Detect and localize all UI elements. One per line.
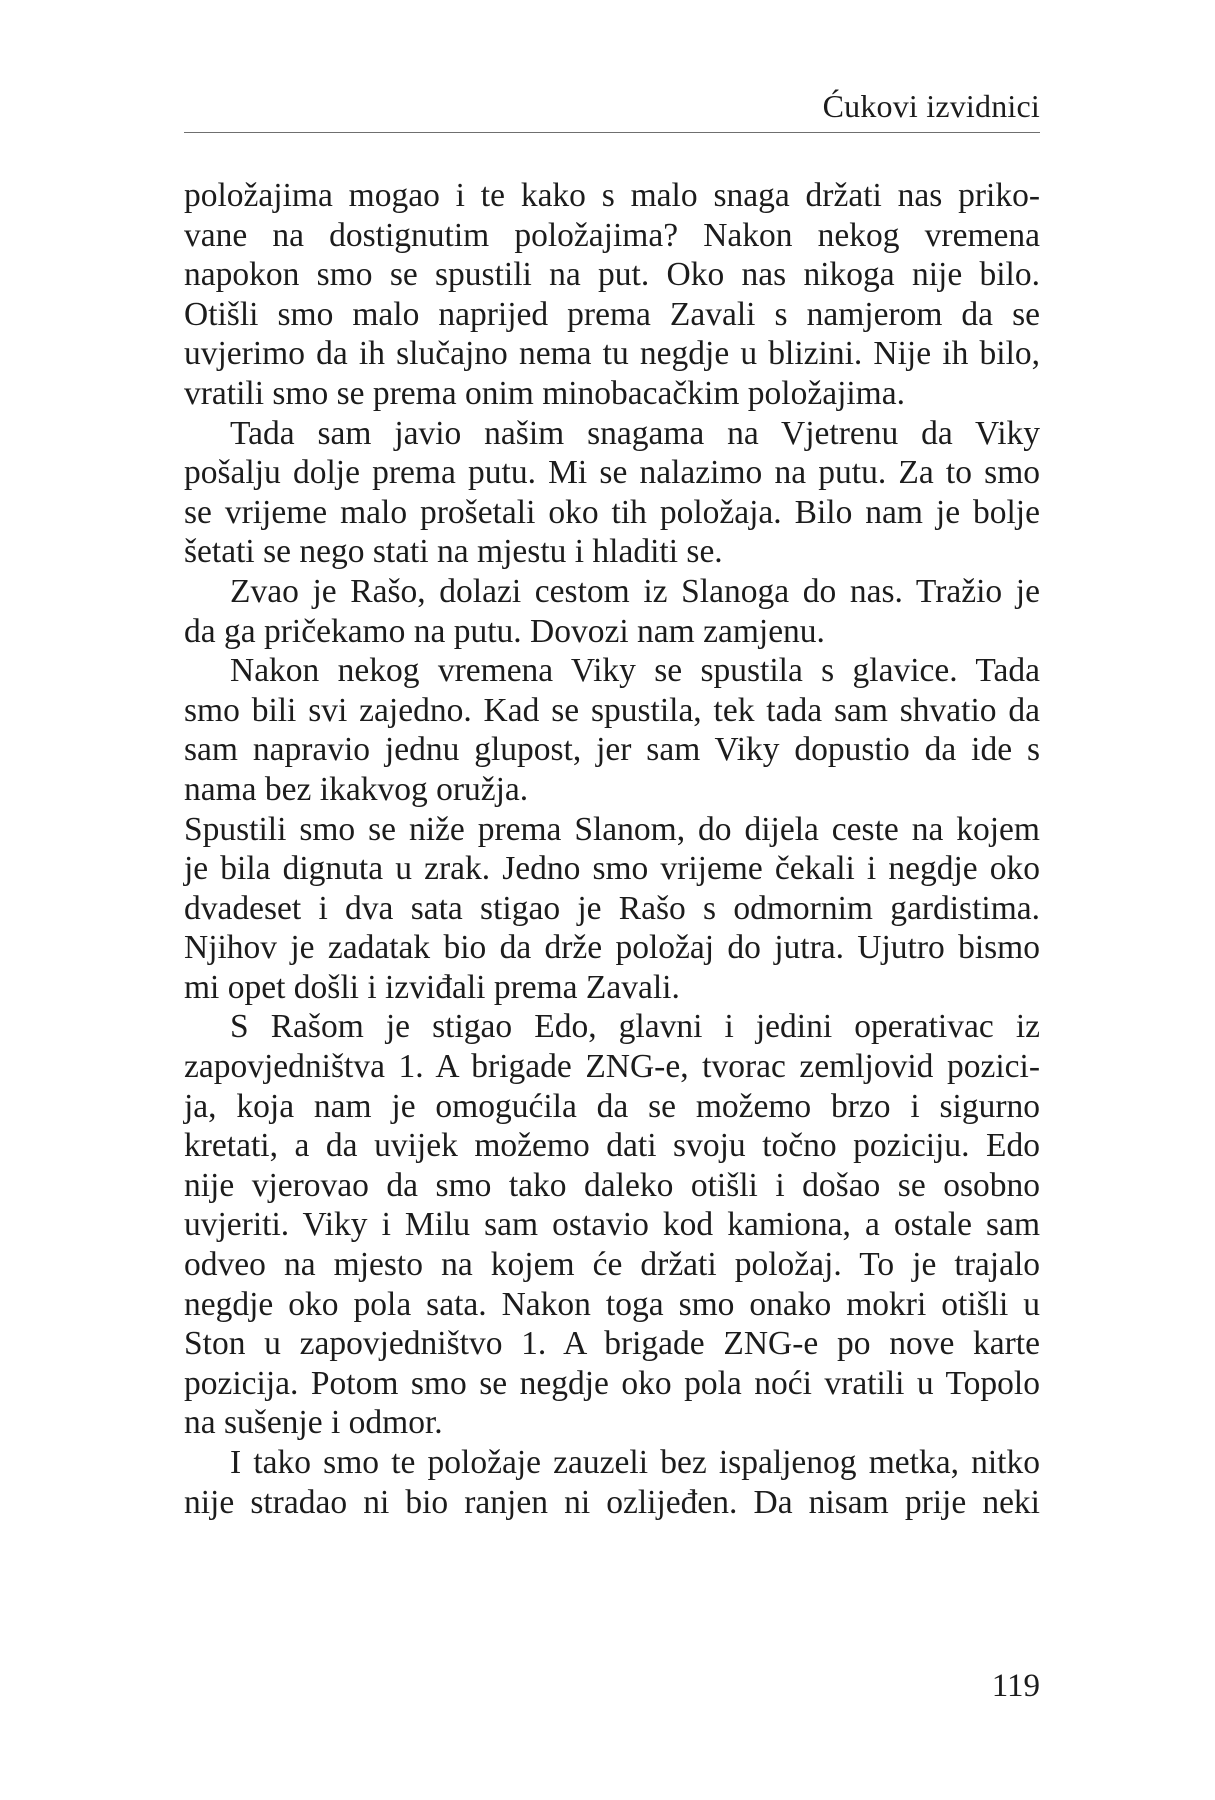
text-line: vratili smo se prema onim minobacačkim položajima. xyxy=(184,374,905,412)
text-line: I tako smo te položaje zauzeli bez ispaljenog metka, nitko xyxy=(230,1444,1040,1481)
text-line: nije stradao ni bio ranjen ni ozlijeđen. Da nisam prije neki xyxy=(184,1483,1040,1521)
text-line: na sušenje i odmor. xyxy=(184,1404,443,1442)
text-line: kretati, a da uvijek možemo dati svoju točno poziciju. Edo xyxy=(184,1127,1040,1165)
text-line: sam napravio jednu glupost, jer sam Viky dopustio da ide s xyxy=(184,731,1040,769)
text-line: mi opet došli i izviđali prema Zavali. xyxy=(184,968,680,1006)
text-line: uvjeriti. Viky i Milu sam ostavio kod kamiona, a ostale sam xyxy=(184,1206,1040,1244)
text-line: vane na dostignutim položajima? Nakon nekog vremena xyxy=(184,216,1040,254)
text-line: nije vjerovao da smo tako daleko otišli i došao se osobno xyxy=(184,1166,1040,1204)
text-line: Spustili smo se niže prema Slanom, do dijela ceste na kojem xyxy=(184,810,1040,848)
text-line: nama bez ikakvog oružja. xyxy=(184,770,529,808)
text-line: S Rašom je stigao Edo, glavni i jedini operativac iz xyxy=(230,1008,1040,1046)
text-line: Zvao je Rašo, dolazi cestom iz Slanoga do nas. Tražio je xyxy=(230,572,1040,610)
text-line: negdje oko pola sata. Nakon toga smo onako mokri otišli u xyxy=(184,1285,1040,1323)
text-line: napokon smo se spustili na put. Oko nas nikoga nije bilo. xyxy=(184,256,1040,294)
text-line: se vrijeme malo prošetali oko tih položaja. Bilo nam je bolje xyxy=(184,493,1040,531)
running-header xyxy=(184,84,1040,133)
running-title: Ćukovi izvidnici xyxy=(822,88,1040,124)
body-text xyxy=(184,176,1040,1522)
text-line: položajima mogao i te kako s malo snaga držati nas priko- xyxy=(184,177,1040,214)
text-line: Otišli smo malo naprijed prema Zavali s namjerom da se xyxy=(184,295,1040,333)
text-line: uvjerimo da ih slučajno nema tu negdje u blizini. Nije ih bilo, xyxy=(184,335,1040,373)
text-line: šetati se nego stati na mjestu i hladiti se. xyxy=(184,533,723,571)
text-line: zapovjedništva 1. A brigade ZNG-e, tvorac zemljovid pozici- xyxy=(184,1048,1040,1086)
text-line: pošalju dolje prema putu. Mi se nalazimo na putu. Za to smo xyxy=(184,454,1040,492)
text-line: Tada sam javio našim snagama na Vjetrenu da Viky xyxy=(230,414,1040,452)
text-line: odveo na mjesto na kojem će držati položaj. To je trajalo xyxy=(184,1246,1040,1284)
text-line: Ston u zapovjedništvo 1. A brigade ZNG-e po nove karte xyxy=(184,1325,1040,1363)
page-number: 119 xyxy=(991,1668,1040,1704)
text-line: ja, koja nam je omogućila da se možemo brzo i sigurno xyxy=(184,1087,1040,1125)
text-line: dvadeset i dva sata stigao je Rašo s odmornim gardistima. xyxy=(184,889,1040,927)
text-line: pozicija. Potom smo se negdje oko pola noći vratili u Topolo xyxy=(184,1364,1040,1402)
text-line: Njihov je zadatak bio da drže položaj do jutra. Ujutro bismo xyxy=(184,929,1040,967)
text-line: Nakon nekog vremena Viky se spustila s glavice. Tada xyxy=(230,652,1040,690)
text-line: smo bili svi zajedno. Kad se spustila, tek tada sam shvatio da xyxy=(184,691,1040,729)
text-line: je bila dignuta u zrak. Jedno smo vrijeme čekali i negdje oko xyxy=(184,850,1040,888)
text-line: da ga pričekamo na putu. Dovozi nam zamjenu. xyxy=(184,612,825,650)
